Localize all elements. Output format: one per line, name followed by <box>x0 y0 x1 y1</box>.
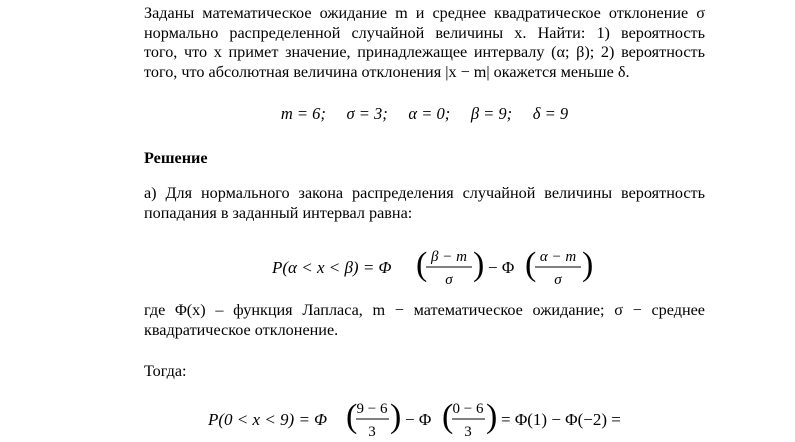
fraction-denominator: 3 <box>464 424 472 440</box>
fraction-numerator: 9 − 6 <box>356 401 388 417</box>
left-paren: ( <box>525 246 537 283</box>
right-paren: ) <box>390 398 402 435</box>
problem-line: того, что абсолютная величина отклонения |x − m| окажется меньше δ. <box>144 62 630 81</box>
then-label: Тогда: <box>144 362 187 380</box>
problem-line: того, что x примет значение, принадлежащее интервалу (α; β); 2) вероятность <box>144 43 705 61</box>
part-a-line: а) Для нормального закона распределения случайной величины вероятность <box>144 184 705 202</box>
where-line: квадратическое отклонение. <box>144 320 339 339</box>
where-line: где Φ(x) – функция Лапласа, m − математическое ожидание; σ − среднее <box>144 301 705 319</box>
where-text <box>144 301 705 340</box>
formula-rhs: = Φ(1) − Φ(−2) = <box>501 410 621 429</box>
computation-formula <box>204 396 704 442</box>
fraction-denominator: σ <box>445 272 453 288</box>
fraction-denominator: σ <box>554 272 562 288</box>
probability-formula <box>272 244 712 290</box>
given-parameters: m = 6; σ = 3; α = 0; β = 9; δ = 9 <box>280 104 569 123</box>
minus-phi: − Φ <box>488 258 515 277</box>
solution-heading: Решение <box>144 149 208 167</box>
right-paren: ) <box>486 398 498 435</box>
document <box>144 4 705 440</box>
part-a-line: попадания в заданный интервал равна: <box>144 203 413 222</box>
fraction-numerator: β − m <box>431 249 467 265</box>
fraction-denominator: 3 <box>368 424 376 440</box>
problem-line: Заданы математическое ожидание m и среднее квадратическое отклонение σ <box>144 4 705 22</box>
problem-statement <box>144 4 705 82</box>
minus-phi: − Φ <box>405 410 432 429</box>
problem-line: нормально распределенной случайной величины x. Найти: 1) вероятность <box>144 23 705 42</box>
fraction-numerator: α − m <box>539 249 577 265</box>
fraction-numerator: 0 − 6 <box>452 401 484 417</box>
right-paren: ) <box>582 246 594 283</box>
left-paren: ( <box>346 398 358 435</box>
left-paren: ( <box>442 398 454 435</box>
right-paren: ) <box>473 246 485 283</box>
formula-lhs: P(α < x < β) = Φ <box>272 258 392 277</box>
formula-lhs: P(0 < x < 9) = Φ <box>208 410 328 429</box>
part-a-text <box>144 184 705 223</box>
left-paren: ( <box>416 246 428 283</box>
